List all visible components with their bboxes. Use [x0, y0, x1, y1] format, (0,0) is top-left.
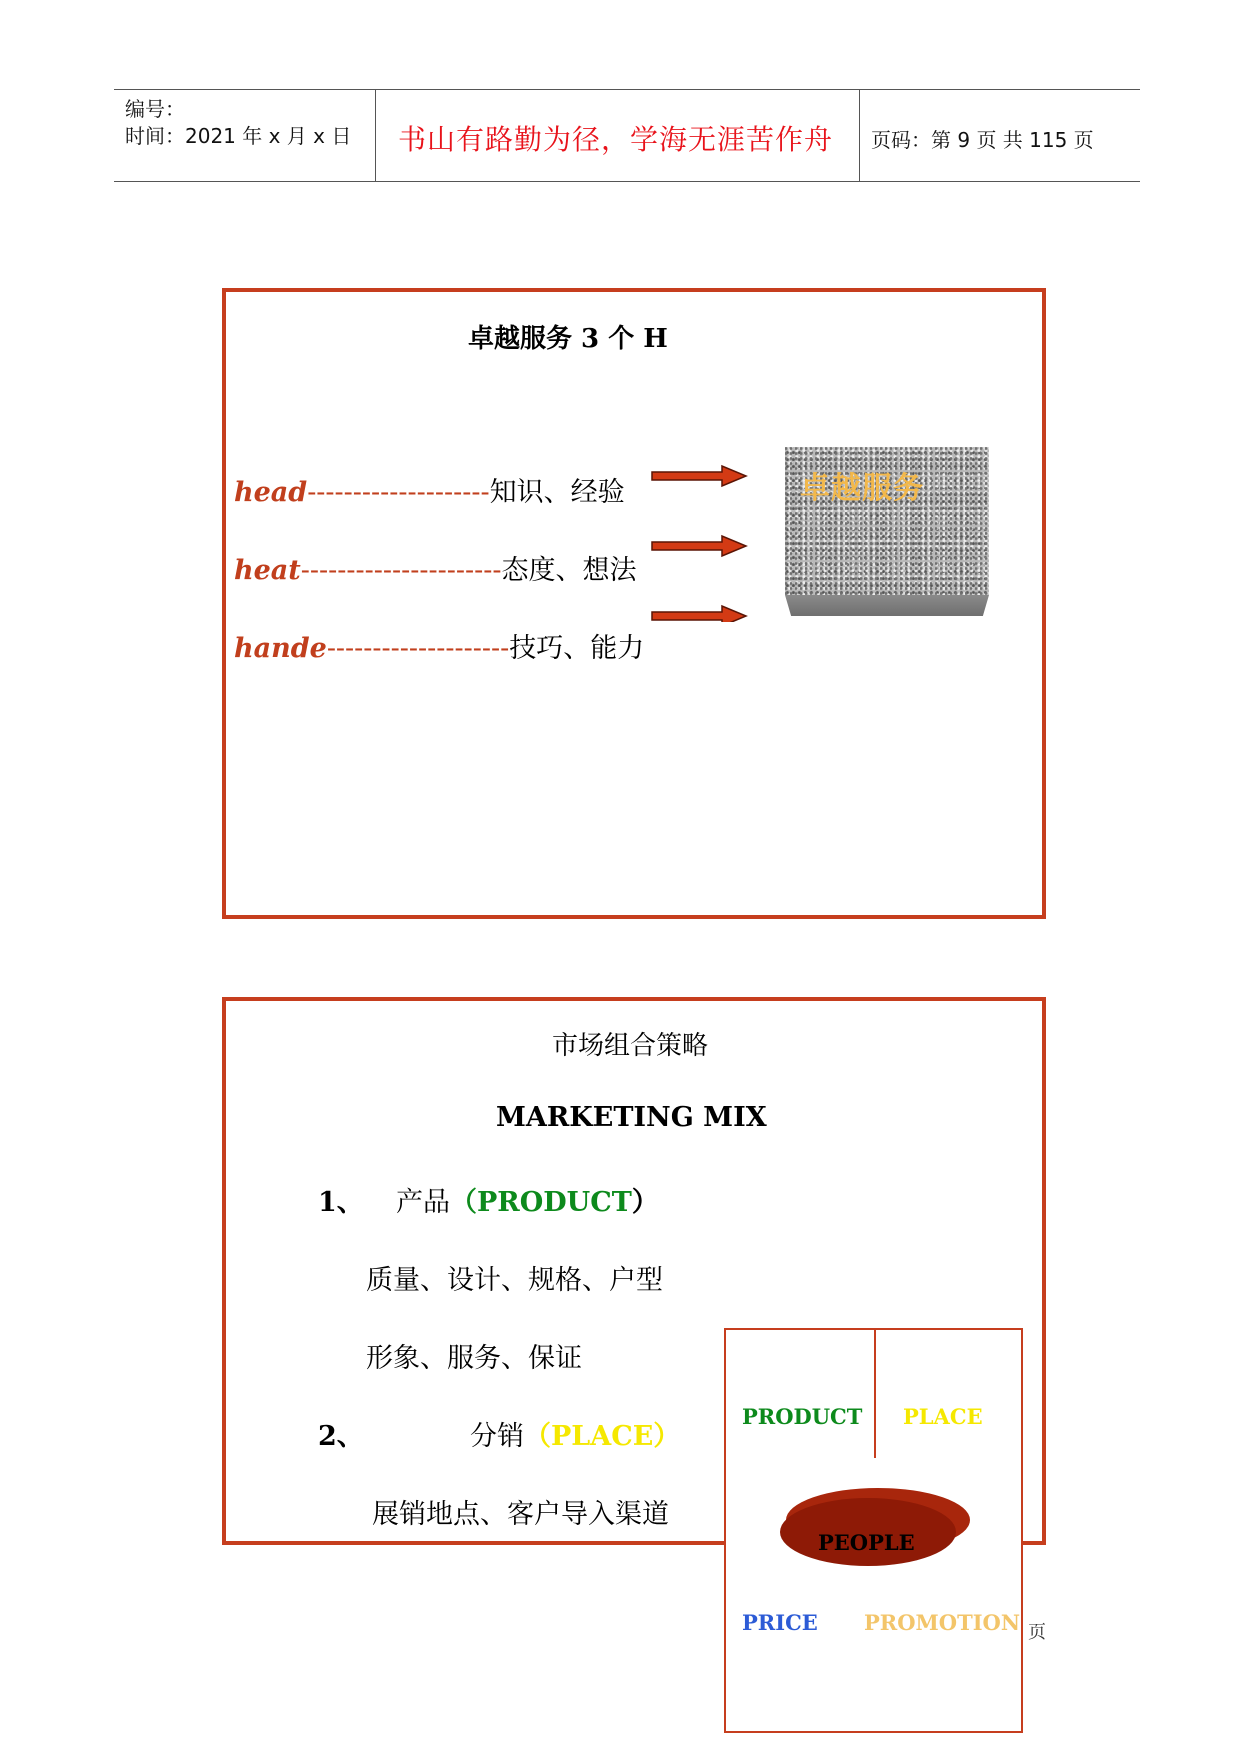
h-term-heat: heat: [234, 555, 301, 586]
slide2-title: 市场组合策略: [552, 1031, 709, 1061]
quad-label-people: PEOPLE: [818, 1530, 915, 1555]
mix-place-detail-1: 展销地点、客户导入渠道: [372, 1499, 669, 1530]
mix-item-number: 1、: [318, 1187, 364, 1218]
h-term-hande: hande: [234, 633, 327, 664]
header-motto: 书山有路勤为径，学海无涯苦作舟: [398, 123, 834, 156]
mix-item-number: 2、: [318, 1421, 364, 1452]
quad-label-product: PRODUCT: [742, 1404, 863, 1429]
mix-item-paren-close: ）: [631, 1187, 659, 1218]
slide2-subtitle: MARKETING MIX: [496, 1102, 767, 1133]
mix-item-label: 分销: [469, 1421, 524, 1452]
header-time-label: 时间：2021 年 x 月 x 日: [125, 124, 352, 148]
header-number-label: 编号：: [125, 97, 185, 121]
header-divider-left: [375, 89, 376, 182]
h-dashes-heat: ----------------------: [300, 555, 502, 586]
header-divider-right: [859, 89, 860, 182]
mix-item-product: [318, 1180, 659, 1219]
header-page-label: 页码：第 9 页 共 115 页: [871, 128, 1094, 152]
arrow-right-icon: [652, 536, 746, 556]
quadrant-divider: [874, 1328, 876, 1458]
footer-page-fragment: 页: [1028, 1622, 1046, 1643]
mix-item-label: 产品: [395, 1187, 450, 1218]
mix-product-detail-2: 形象、服务、保证: [366, 1343, 582, 1374]
mix-item-en: PRODUCT: [476, 1187, 632, 1218]
arrows-group: [650, 462, 750, 622]
granite-block-label: 卓越服务: [800, 471, 924, 506]
h-dashes-head: --------------------: [307, 477, 490, 508]
mix-item-paren-open: （: [449, 1187, 477, 1218]
arrow-right-icon: [652, 466, 746, 486]
quad-label-price: PRICE: [742, 1610, 818, 1635]
slide1-title: 卓越服务 3 个 H: [468, 324, 668, 354]
h-desc-head: 知识、经验: [489, 477, 625, 508]
h-row-hande: [234, 626, 644, 665]
arrow-right-icon: [652, 606, 746, 622]
h-row-heat: [234, 548, 637, 587]
mix-item-place: [318, 1414, 680, 1453]
people-ellipse-icon: [778, 1480, 974, 1572]
mix-product-detail-1: 质量、设计、规格、户型: [366, 1265, 663, 1296]
granite-block-base: [785, 595, 989, 616]
h-dashes-hande: --------------------: [326, 633, 510, 664]
header-bottom-rule: [114, 181, 1140, 182]
h-desc-hande: 技巧、能力: [509, 633, 645, 664]
quad-label-place: PLACE: [903, 1404, 983, 1429]
h-row-head: [234, 470, 625, 509]
mix-item-en: （PLACE）: [523, 1421, 681, 1452]
h-term-head: head: [234, 477, 308, 508]
h-desc-heat: 态度、想法: [501, 555, 637, 586]
header-top-rule: [114, 89, 1140, 90]
quad-label-promotion: PROMOTION: [864, 1610, 1021, 1635]
